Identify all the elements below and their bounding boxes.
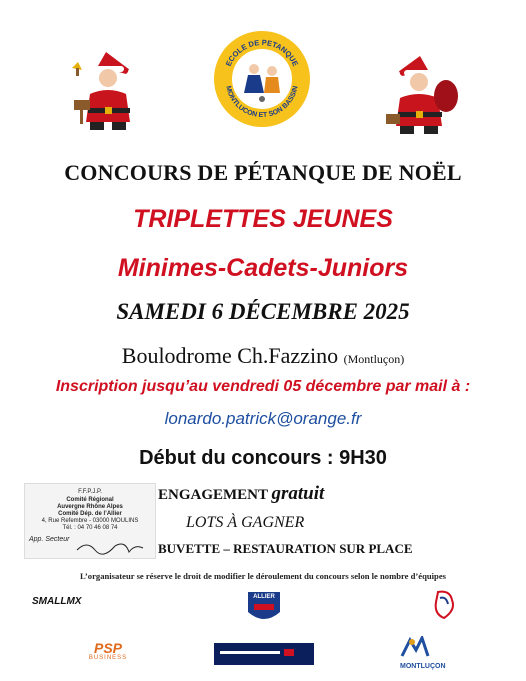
prizes-line: LOTS À GAGNER <box>186 514 305 531</box>
contact-email[interactable]: lonardo.patrick@orange.fr <box>164 409 362 428</box>
stamp-line-3: Auvergne Rhône Alpes <box>57 504 123 510</box>
committee-stamp <box>24 483 156 559</box>
engagement-label: ENGAGEMENT <box>158 487 268 503</box>
venue-city: (Montluçon) <box>343 352 405 366</box>
engagement-value: gratuit <box>271 483 325 504</box>
smallmx-text: SMALLMX <box>32 596 82 607</box>
sponsor-psp-logo <box>82 641 134 661</box>
sponsor-montlucon-logo <box>400 636 460 670</box>
santa-illustration-left <box>68 48 144 134</box>
start-time: Début du concours : 9H30 <box>139 447 387 469</box>
sponsor-smallmx-logo <box>32 596 81 607</box>
engagement-line <box>158 483 324 505</box>
psp-sub-text: BUSINESS <box>88 655 128 661</box>
allier-text: ALLIER <box>253 594 275 600</box>
logo-top-text: ECOLE DE PETANQUE <box>223 37 301 68</box>
stamp-signature-label: App. Secteur <box>29 536 70 543</box>
venue-name: Boulodrome Ch.Fazzino <box>121 343 339 368</box>
montlucon-text: MONTLUÇON <box>400 663 446 670</box>
sponsor-banner-logo <box>214 643 314 665</box>
stamp-line-1: F.F.P.J.P. <box>78 489 102 495</box>
event-subtitle-categories: Minimes-Cadets-Juniors <box>117 254 409 282</box>
stamp-line-6: Tél. : 04 70 46 08 74 <box>62 525 118 531</box>
stamp-line-5: 4, Rue Refembre - 03000 MOULINS <box>41 518 139 524</box>
club-logo <box>214 31 310 127</box>
stamp-line-2: Comité Régional <box>66 497 114 503</box>
santa-illustration-right <box>384 52 460 136</box>
event-subtitle-triplettes: TRIPLETTES JEUNES <box>133 205 393 233</box>
stamp-line-4: Comité Dép. de l’Allier <box>58 511 122 517</box>
inscription-notice: Inscription jusqu’au vendredi 05 décembre par mail à : <box>55 378 471 395</box>
event-date: SAMEDI 6 DÉCEMBRE 2025 <box>116 299 410 324</box>
sponsor-allier-logo <box>245 590 283 626</box>
refreshments-line: BUVETTE – RESTAURATION SUR PLACE <box>158 541 413 556</box>
logo-bottom-text: MONTLUCON ET SON BASSIN <box>224 85 300 120</box>
signature-icon <box>75 538 145 556</box>
event-venue <box>0 343 526 369</box>
psp-text: PSP <box>93 640 122 656</box>
event-title: CONCOURS DE PÉTANQUE DE NOËL <box>64 160 462 185</box>
sponsor-federation-logo <box>430 588 460 622</box>
organizer-disclaimer: L’organisateur se réserve le droit de modifier le déroulement du concours selon le nombre d’équipes <box>79 571 446 581</box>
